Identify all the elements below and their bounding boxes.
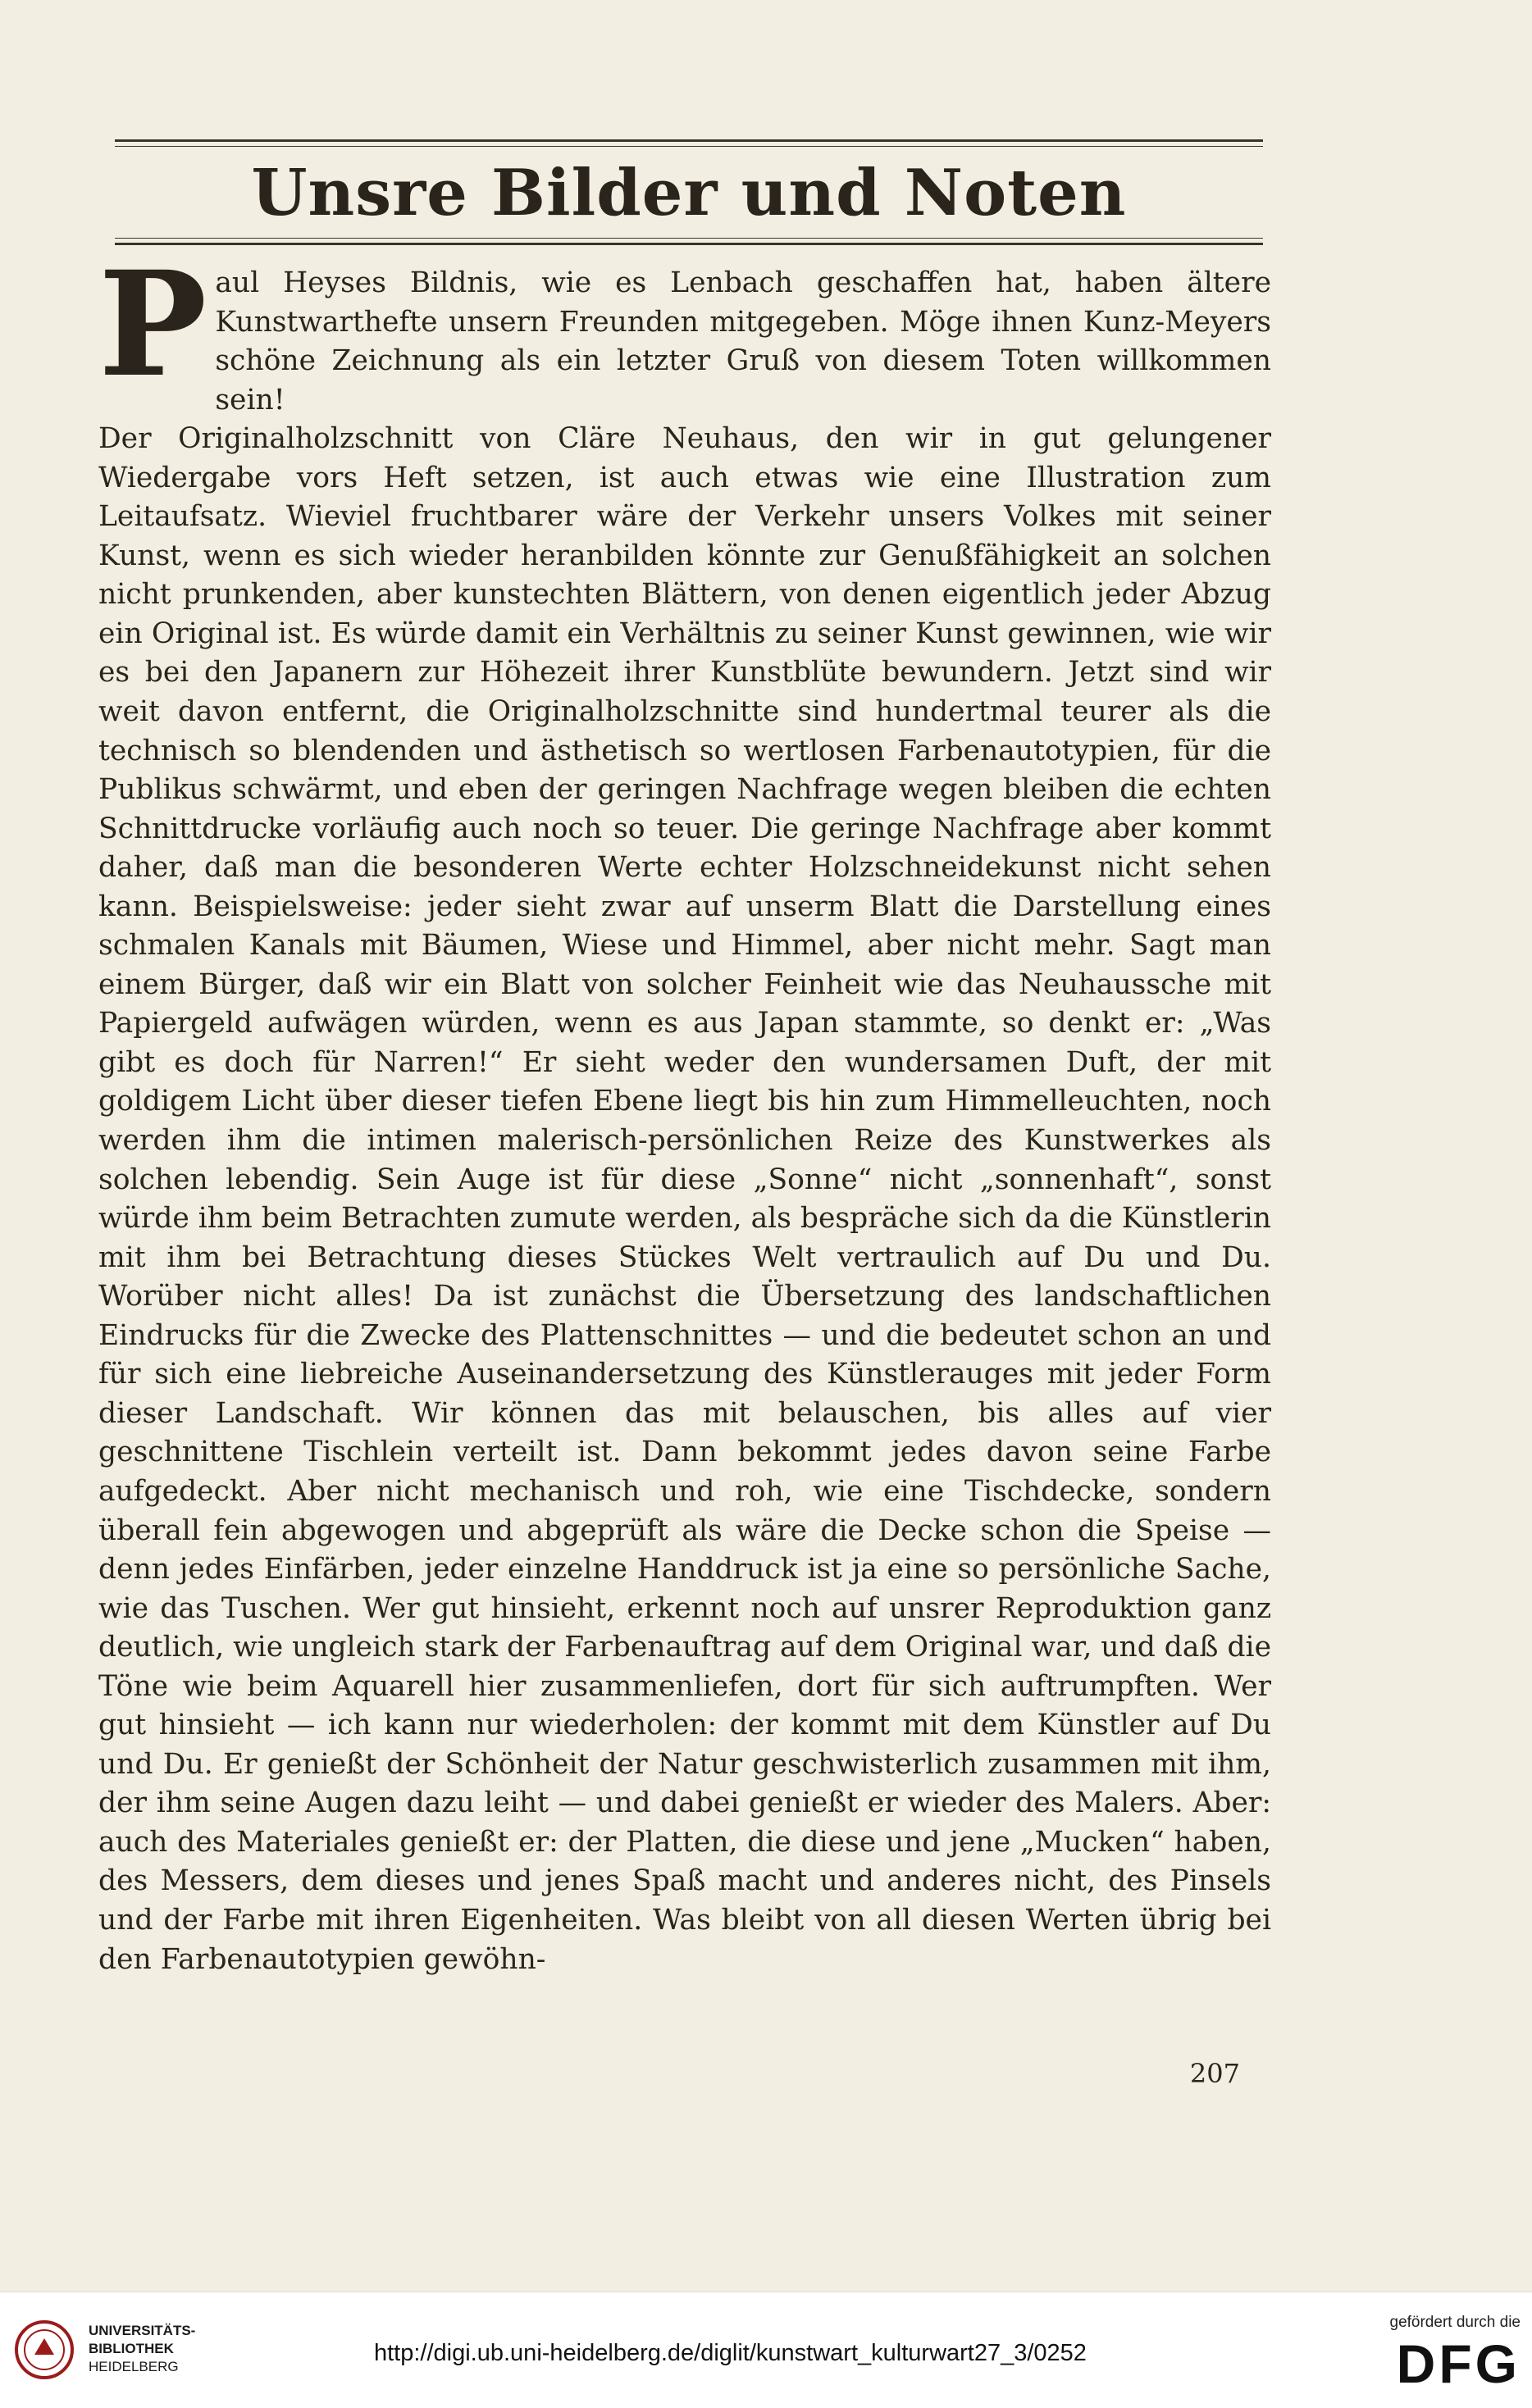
drop-cap: P [98, 239, 207, 409]
paragraph [98, 239, 1271, 420]
top-rule-thick [115, 139, 1263, 142]
page-number: 207 [1189, 2058, 1240, 2089]
library-name: UNIVERSITÄTS- BIBLIOTHEK HEIDELBERG [89, 2323, 196, 2374]
dfg-logo: DFG [1396, 2333, 1521, 2394]
paragraph-text: aul Heyses Bildnis, wie es Lenbach geschaffen hat, haben ältere Kunstwarthefte unsern Freunden mitgegeben. Möge ihnen Kunz-Meyers schöne Zeichnung als ein letzter Gruß von diesem Toten willkommen sein! [215, 266, 1271, 417]
permalink-url[interactable]: http://digi.ub.uni-heidelberg.de/diglit/kunstwart_kulturwart27_3/0252 [374, 2340, 1087, 2366]
bottom-rule-thin [115, 238, 1263, 239]
viewer-footer [0, 2292, 1532, 2408]
bottom-rule-thick [115, 243, 1263, 245]
article-body [98, 239, 1271, 1979]
funded-by-label: gefördert durch die [1389, 2314, 1521, 2331]
page-title: Unsre Bilder und Noten [251, 156, 1127, 230]
funder-block [1390, 2314, 1521, 2392]
paragraph: Der Originalholzschnitt von Cläre Neuhaus, den wir in gut gelungener Wiedergabe vors Heft setzen, ist auch etwas wie eine Illustration zum Leitaufsatz. Wieviel fruchtbarer wäre der Verkehr unsers Volkes mit seiner Kunst, wenn es sich wieder heranbilden könnte zur Genußfähigkeit an solchen nicht prunkenden, aber kunstechten Blättern, von denen eigentlich jeder Abzug ein Original ist. Es würde damit ein Verhältnis zu seiner Kunst gewinnen, wie wir es bei den Japanern zur Höhezeit ihrer Kunstblüte bewundern. Jetzt sind wir weit davon entfernt, die Originalholzschnitte sind hundertmal teurer als die technisch so blendenden und ästhetisch so wertlosen Farbenautotypien, für die Publikus schwärmt, und eben der geringen Nachfrage wegen bleiben die echten Schnittdrucke vorläufig auch noch so teuer. Die geringe Nachfrage aber kommt daher, daß man die besonderen Werte echter Holzschneidekunst nicht sehen kann. Beispielsweise: jeder sieht zwar auf unserm Blatt die Darstellung eines schmalen Kanals mit Bäumen, Wiese und Himmel, aber nicht mehr. Sagt man einem Bürger, daß wir ein Blatt von solcher Feinheit wie das Neuhaussche mit Papiergeld aufwägen würden, wenn es aus Japan stammte, so denkt er: „Was gibt es doch für Narren!“ Er sieht weder den wundersamen Duft, der mit goldigem Licht über dieser tiefen Ebene liegt bis hin zum Himmelleuchten, noch werden ihm die intimen malerisch-persönlichen Reize des Kunstwerkes als solchen lebendig. Sein Auge ist für diese „Sonne“ nicht „sonnenhaft“, sonst würde ihm beim Betrachten zumute werden, als bespräche sich da die Künstlerin mit ihm bei Betrachtung dieses Stückes Welt vertraulich auf Du und Du. Worüber nicht alles! Da ist zunächst die Übersetzung des landschaftlichen Eindrucks für die Zwecke des Plattenschnittes — und die bedeutet schon an und für sich eine liebreiche Auseinandersetzung des Künstlerauges mit jeder Form dieser Landschaft. Wir können das mit belauschen, bis alles auf vier geschnittene Tischlein verteilt ist. Dann bekommt jedes davon seine Farbe aufgedeckt. Aber nicht mechanisch und roh, wie eine Tischdecke, sondern überall fein abgewogen und abgeprüft als wäre die Decke schon die Speise — denn jedes Einfärben, jeder einzelne Handdruck ist ja eine so persönliche Sache, wie das Tuschen. Wer gut hinsieht, erkennt noch auf unsrer Reproduktion ganz deutlich, wie ungleich stark der Farbenauftrag auf dem Original war, und daß die Töne wie beim Aquarell hier zusammenliefen, dort für sich auftrumpften. Wer gut hinsieht — ich kann nur wiederholen: der kommt mit dem Künstler auf Du und Du. Er genießt der Schönheit der Natur geschwisterlich zusammen mit ihm, der ihm seine Augen dazu leiht — und dabei genießt er wieder des Malers. Aber: auch des Materiales genießt er: der Platten, die diese und jene „Mucken“ haben, des Messers, dem dieses und jenes Spaß macht und anderes nicht, des Pinsels und der Farbe mit ihren Eigenheiten. Was bleibt von all diesen Werten übrig bei den Farbenautotypien gewöhn- [98, 422, 1271, 1976]
top-rule-thin [115, 146, 1263, 147]
university-seal-icon [13, 2319, 75, 2381]
